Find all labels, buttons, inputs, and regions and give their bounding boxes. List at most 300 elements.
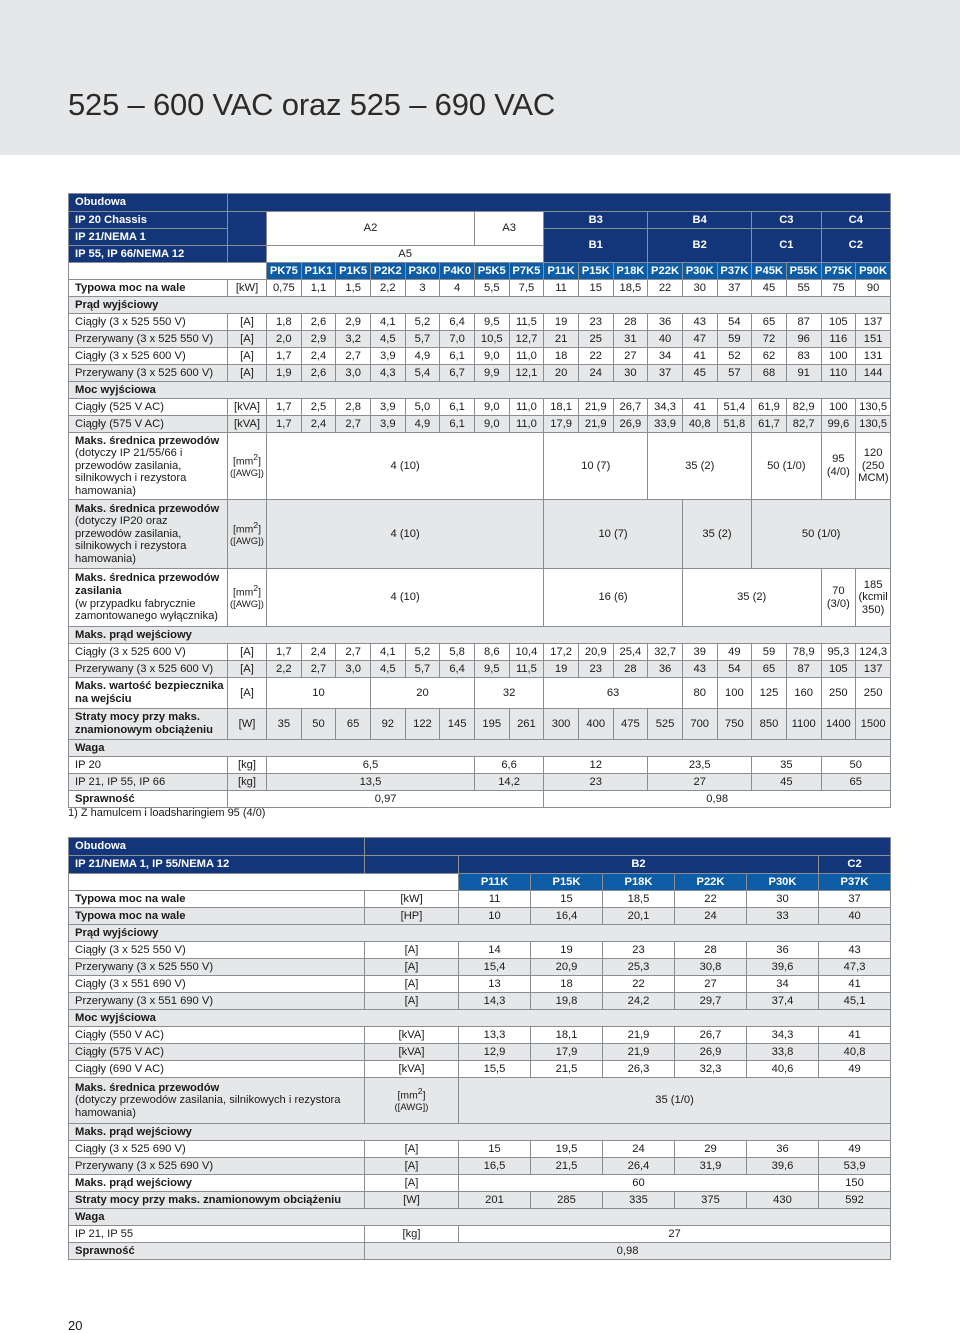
t1-wire1-v4: 50 (1/0) [752, 433, 821, 500]
t1-wire2-v4: 50 (1/0) [752, 500, 891, 569]
cell-value: 2,4 [301, 416, 336, 433]
cell-value: 11,0 [509, 348, 544, 365]
row-label: Ciągły (690 V AC) [69, 1061, 365, 1078]
t1-fuse-v: 20 [370, 678, 474, 709]
cell-value: 2,4 [301, 348, 336, 365]
t2-code: P22K [675, 874, 747, 891]
t1-w2-v: 23 [544, 774, 648, 791]
cell-value: 30,8 [675, 959, 747, 976]
t1-code: P22K [648, 263, 683, 280]
t1-fuse-v: 250 [856, 678, 891, 709]
cell-value: 34 [747, 976, 819, 993]
t1-code: P2K2 [370, 263, 405, 280]
cell-value: 137 [856, 661, 891, 678]
t1-code: P11K [544, 263, 579, 280]
t1-wire1-unit2: ] [258, 456, 261, 468]
cell-value: 21,9 [603, 1027, 675, 1044]
row-unit: [A] [228, 365, 267, 382]
cell-value: 33,9 [648, 416, 683, 433]
t1-row-input [69, 661, 891, 678]
cell-value: 3,9 [370, 348, 405, 365]
cell-value: 24,2 [603, 993, 675, 1010]
cell-value: 21 [544, 331, 579, 348]
cell-value: 4,3 [370, 365, 405, 382]
cell-value: 8,6 [474, 644, 509, 661]
cell-value: 95,3 [821, 644, 856, 661]
row-label: Ciągły (550 V AC) [69, 1027, 365, 1044]
cell-value: 23 [603, 942, 675, 959]
cell-value: 25 [578, 331, 613, 348]
t1-code: P90K [856, 263, 891, 280]
cell-value: 18,1 [544, 399, 579, 416]
t1-row-efficiency [69, 791, 891, 808]
t2-wire-unit [365, 1078, 459, 1124]
t2-fuse-v1: 60 [459, 1175, 819, 1192]
t1-row-current [69, 314, 891, 331]
t2-fuse-label: Maks. prąd wejściowy [69, 1175, 365, 1192]
row-unit: [A] [228, 348, 267, 365]
t1-wire3-desc: (w przypadku fabrycznie zamontowanego wyłącznika) [75, 597, 219, 623]
t2-frame-c2: C2 [819, 856, 891, 874]
t1-wire3-unit2: ] [258, 587, 261, 599]
cell-value: 57 [717, 365, 752, 382]
cell-value: 21,5 [531, 1158, 603, 1175]
t1-row-current [69, 331, 891, 348]
t2-row-power-kw [69, 891, 891, 908]
cell-value: 99,6 [821, 416, 856, 433]
t1-row-current [69, 365, 891, 382]
cell-value: 105 [821, 661, 856, 678]
t1-wire1-sup: 2 [253, 451, 259, 462]
t2-row-codes [69, 874, 891, 891]
row-label: Typowa moc na wale [69, 891, 365, 908]
cell-value: 1500 [856, 709, 891, 740]
t1-wire1-v6: 120 (250 MCM) [856, 433, 891, 500]
row-label: Ciągły (3 x 525 550 V) [69, 314, 228, 331]
row-unit: [A] [228, 661, 267, 678]
cell-value: 9,0 [474, 416, 509, 433]
t1-code: P75K [821, 263, 856, 280]
cell-value: 5,4 [405, 365, 440, 382]
cell-value: 144 [856, 365, 891, 382]
cell-value: 2,5 [301, 399, 336, 416]
t1-fuse-v: 125 [752, 678, 787, 709]
t1-w1-v: 23,5 [648, 757, 752, 774]
cell-value: 65 [336, 709, 371, 740]
t1-fuse-v: 80 [682, 678, 717, 709]
t1-fuse-v: 10 [267, 678, 371, 709]
cell-value: 285 [531, 1192, 603, 1209]
cell-value: 3 [405, 280, 440, 297]
t1-w2-v: 27 [648, 774, 752, 791]
row-unit: [A] [365, 959, 459, 976]
t1-section-title: Prąd wyjściowy [69, 297, 891, 314]
cell-value: 87 [786, 661, 821, 678]
t2-weight-value: 27 [459, 1226, 891, 1243]
t1-row-power-kw [69, 280, 891, 297]
cell-value: 11,0 [509, 416, 544, 433]
cell-value: 4,9 [405, 348, 440, 365]
t1-row-codes [69, 263, 891, 280]
t2-row-input [69, 1141, 891, 1158]
row-unit: [kW] [365, 891, 459, 908]
t2-wire-label [69, 1078, 365, 1124]
cell-value: 130,5 [856, 416, 891, 433]
t2-wire-desc: (dotyczy przewodów zasilania, silnikowych i rezystora hamowania) [75, 1094, 341, 1119]
cell-value: 10 [459, 908, 531, 925]
t2-wire-sup: 2 [417, 1086, 423, 1097]
cell-value: 30 [747, 891, 819, 908]
cell-value: 50 [301, 709, 336, 740]
cell-value: 1100 [786, 709, 821, 740]
cell-value: 11,0 [509, 399, 544, 416]
cell-value: 14,3 [459, 993, 531, 1010]
row-unit: [A] [365, 976, 459, 993]
cell-value: 110 [821, 365, 856, 382]
t2-wire-unit2: ] [422, 1090, 426, 1102]
t1-frame-a5: A5 [267, 246, 544, 263]
cell-value: 6,1 [440, 399, 475, 416]
cell-value: 25,4 [613, 644, 648, 661]
cell-value: 1,7 [267, 644, 302, 661]
cell-value: 2,9 [301, 331, 336, 348]
t1-wire1-unit3: ([AWG]) [230, 467, 264, 479]
cell-value: 850 [752, 709, 787, 740]
cell-value: 22 [578, 348, 613, 365]
cell-value: 18 [531, 976, 603, 993]
cell-value: 20 [544, 365, 579, 382]
cell-value: 6,4 [440, 661, 475, 678]
t1-wire2-v3: 35 (2) [682, 500, 751, 569]
t1-w2-v: 13,5 [267, 774, 475, 791]
row-unit: [kW] [228, 280, 267, 297]
cell-value: 0,75 [267, 280, 302, 297]
cell-value: 82,7 [786, 416, 821, 433]
cell-value: 61,9 [752, 399, 787, 416]
footnote: 1) Z hamulcem i loadsharingiem 95 (4/0) [68, 807, 266, 819]
cell-value: 2,7 [336, 348, 371, 365]
cell-value: 24 [578, 365, 613, 382]
cell-value: 11 [544, 280, 579, 297]
cell-value: 92 [370, 709, 405, 740]
cell-value: 15 [578, 280, 613, 297]
t1-eff-v2: 0,98 [544, 791, 891, 808]
t2-wire-unit3: ([AWG]) [394, 1102, 429, 1114]
t2-eff-value: 0,98 [365, 1243, 891, 1260]
t1-wire2-sup: 2 [253, 519, 259, 530]
cell-value: 40,6 [747, 1061, 819, 1078]
t1-row-weight-ip20 [69, 757, 891, 774]
cell-value: 36 [747, 942, 819, 959]
cell-value: 59 [717, 331, 752, 348]
t2-row-weight [69, 1226, 891, 1243]
t1-code: P7K5 [509, 263, 544, 280]
cell-value: 20,9 [531, 959, 603, 976]
t2-code: P11K [459, 874, 531, 891]
cell-value: 335 [603, 1192, 675, 1209]
cell-value: 525 [648, 709, 683, 740]
t1-frame-c3: C3 [752, 212, 821, 229]
row-label: Ciągły (3 x 525 600 V) [69, 644, 228, 661]
cell-value: 5,2 [405, 314, 440, 331]
cell-value: 45 [752, 280, 787, 297]
cell-value: 2,8 [336, 399, 371, 416]
cell-value: 10,4 [509, 644, 544, 661]
cell-value: 475 [613, 709, 648, 740]
row-label: Przerywany (3 x 525 550 V) [69, 959, 365, 976]
cell-value: 75 [821, 280, 856, 297]
t1-wire2-v2: 10 (7) [544, 500, 683, 569]
cell-value: 41 [682, 399, 717, 416]
cell-value: 100 [821, 348, 856, 365]
cell-value: 26,3 [603, 1061, 675, 1078]
t1-fuse-label: Maks. wartość bezpiecznika na wejściu [69, 678, 228, 709]
t2-fuse-unit: [A] [365, 1175, 459, 1192]
t1-wire1-label [69, 433, 228, 500]
cell-value: 28 [613, 314, 648, 331]
t1-code: PK75 [267, 263, 302, 280]
t1-wire3-v5: 185 (kcmil 350) [856, 569, 891, 627]
t1-wire1-desc: (dotyczy IP 21/55/66 i przewodów zasilania, silnikowych i rezystora hamowania) [75, 447, 187, 497]
t1-eff-v1: 0,97 [228, 791, 544, 808]
row-label: Ciągły (525 V AC) [69, 399, 228, 416]
cell-value: 16,4 [531, 908, 603, 925]
row-label: Ciągły (3 x 551 690 V) [69, 976, 365, 993]
cell-value: 40,8 [819, 1044, 891, 1061]
cell-value: 23 [578, 661, 613, 678]
row-unit: [A] [228, 644, 267, 661]
cell-value: 23 [578, 314, 613, 331]
t1-w1-unit: [kg] [228, 757, 267, 774]
t1-wire3-unit [228, 569, 267, 627]
cell-value: 28 [613, 661, 648, 678]
cell-value: 7,5 [509, 280, 544, 297]
t1-wire2-unit1: [mm [233, 524, 254, 536]
cell-value: 750 [717, 709, 752, 740]
cell-value: 5,7 [405, 331, 440, 348]
cell-value: 13,3 [459, 1027, 531, 1044]
cell-value: 2,9 [336, 314, 371, 331]
cell-value: 11,5 [509, 661, 544, 678]
cell-value: 47 [682, 331, 717, 348]
cell-value: 19,5 [531, 1141, 603, 1158]
row-unit: [kVA] [228, 399, 267, 416]
cell-value: 18,5 [603, 891, 675, 908]
t1-row-input [69, 644, 891, 661]
cell-value: 96 [786, 331, 821, 348]
cell-value: 122 [405, 709, 440, 740]
t2-code: P30K [747, 874, 819, 891]
cell-value: 31 [613, 331, 648, 348]
cell-value: 43 [819, 942, 891, 959]
t2-weight-label: IP 21, IP 55 [69, 1226, 365, 1243]
cell-value: 400 [578, 709, 613, 740]
t2-row-enclosure [69, 838, 891, 856]
page-number: 20 [68, 1318, 83, 1333]
cell-value: 3,0 [336, 365, 371, 382]
row-unit: [A] [365, 1141, 459, 1158]
cell-value: 15 [459, 1141, 531, 1158]
t1-frame-c4: C4 [821, 212, 891, 229]
cell-value: 151 [856, 331, 891, 348]
cell-value: 26,9 [613, 416, 648, 433]
t1-row-enclosure [69, 194, 891, 212]
cell-value: 24 [603, 1141, 675, 1158]
cell-value: 49 [819, 1061, 891, 1078]
cell-value: 137 [856, 314, 891, 331]
cell-value: 51,4 [717, 399, 752, 416]
cell-value: 55 [786, 280, 821, 297]
cell-value: 72 [752, 331, 787, 348]
cell-value: 201 [459, 1192, 531, 1209]
row-label: Straty mocy przy maks. znamionowym obciążeniu [69, 1192, 365, 1209]
cell-value: 700 [682, 709, 717, 740]
cell-value: 21,5 [531, 1061, 603, 1078]
cell-value: 35 [267, 709, 302, 740]
cell-value: 52 [717, 348, 752, 365]
cell-value: 9,5 [474, 661, 509, 678]
cell-value: 2,7 [336, 644, 371, 661]
cell-value: 32,3 [675, 1061, 747, 1078]
cell-value: 2,6 [301, 314, 336, 331]
cell-value: 82,9 [786, 399, 821, 416]
t2-section-title: Prąd wyjściowy [69, 925, 891, 942]
cell-value: 5,5 [474, 280, 509, 297]
cell-value: 59 [752, 644, 787, 661]
cell-value: 83 [786, 348, 821, 365]
t1-row-wire-ip20 [69, 500, 891, 569]
t1-wire1-v2: 10 (7) [544, 433, 648, 500]
cell-value: 31,9 [675, 1158, 747, 1175]
cell-value: 3,0 [336, 661, 371, 678]
t2-row-input [69, 1158, 891, 1175]
t2-row-current [69, 959, 891, 976]
t1-ip21-label: IP 21/NEMA 1 [69, 229, 228, 246]
cell-value: 29 [675, 1141, 747, 1158]
t1-frame-b2: B2 [648, 229, 752, 263]
cell-value: 78,9 [786, 644, 821, 661]
row-unit: [kVA] [365, 1027, 459, 1044]
cell-value: 105 [821, 314, 856, 331]
cell-value: 45,1 [819, 993, 891, 1010]
t1-row-current [69, 348, 891, 365]
cell-value: 1,9 [267, 365, 302, 382]
t1-w2-v: 45 [752, 774, 821, 791]
t2-row-ip [69, 856, 891, 874]
row-unit: [W] [365, 1192, 459, 1209]
t1-wire2-unit [228, 500, 267, 569]
t1-w2-label: IP 21, IP 55, IP 66 [69, 774, 228, 791]
row-unit: [W] [228, 709, 267, 740]
cell-value: 11 [459, 891, 531, 908]
cell-value: 1,1 [301, 280, 336, 297]
t2-ip-filler [365, 856, 459, 874]
cell-value: 100 [821, 399, 856, 416]
cell-value: 145 [440, 709, 475, 740]
t2-eff-label: Sprawność [69, 1243, 365, 1260]
cell-value: 40 [819, 908, 891, 925]
t1-ip55-label: IP 55, IP 66/NEMA 12 [69, 246, 228, 263]
cell-value: 22 [648, 280, 683, 297]
t1-fuse-v: 250 [821, 678, 856, 709]
cell-value: 4,5 [370, 331, 405, 348]
cell-value: 22 [603, 976, 675, 993]
cell-value: 12,9 [459, 1044, 531, 1061]
row-unit: [A] [228, 314, 267, 331]
cell-value: 16,5 [459, 1158, 531, 1175]
cell-value: 9,0 [474, 399, 509, 416]
cell-value: 65 [752, 314, 787, 331]
cell-value: 28 [675, 942, 747, 959]
cell-value: 27 [675, 976, 747, 993]
cell-value: 2,7 [301, 661, 336, 678]
t1-fuse-unit: [A] [228, 678, 267, 709]
t1-code: P5K5 [474, 263, 509, 280]
cell-value: 87 [786, 314, 821, 331]
page-title: 525 – 600 VAC oraz 525 – 690 VAC [68, 86, 556, 122]
cell-value: 53,9 [819, 1158, 891, 1175]
cell-value: 195 [474, 709, 509, 740]
cell-value: 25,3 [603, 959, 675, 976]
t1-frame-c1: C1 [752, 229, 821, 263]
t2-enclosure-filler [365, 838, 891, 856]
t1-wire3-unit3: ([AWG]) [230, 599, 264, 611]
cell-value: 68 [752, 365, 787, 382]
row-label: Przerywany (3 x 525 690 V) [69, 1158, 365, 1175]
cell-value: 49 [819, 1141, 891, 1158]
t2-row-current [69, 976, 891, 993]
cell-value: 12,1 [509, 365, 544, 382]
cell-value: 3,2 [336, 331, 371, 348]
t1-wire2-title: Maks. średnica przewodów [75, 502, 220, 515]
t2-row-kva [69, 1061, 891, 1078]
row-label: Ciągły (575 V AC) [69, 416, 228, 433]
cell-value: 2,4 [301, 644, 336, 661]
cell-value: 11,5 [509, 314, 544, 331]
row-label: Ciągły (575 V AC) [69, 1044, 365, 1061]
cell-value: 39,6 [747, 1158, 819, 1175]
t1-wire1-v3: 35 (2) [648, 433, 752, 500]
t1-wire3-title: Maks. średnica przewodów zasilania [75, 572, 220, 597]
t1-w1-v: 6,6 [474, 757, 543, 774]
cell-value: 33,8 [747, 1044, 819, 1061]
cell-value: 18,1 [531, 1027, 603, 1044]
cell-value: 300 [544, 709, 579, 740]
cell-value: 4,5 [370, 661, 405, 678]
t2-enclosure-label: Obudowa [69, 838, 365, 856]
t2-section-weight [69, 1209, 891, 1226]
cell-value: 2,7 [336, 416, 371, 433]
cell-value: 45 [682, 365, 717, 382]
row-label: Typowa moc na wale [69, 908, 365, 925]
t1-frame-b3: B3 [544, 212, 648, 229]
row-label: Przerywany (3 x 525 550 V) [69, 331, 228, 348]
cell-value: 4,9 [405, 416, 440, 433]
t1-row-fuse [69, 678, 891, 709]
t2-section-output-current [69, 925, 891, 942]
t2-row-fuse [69, 1175, 891, 1192]
cell-value: 375 [675, 1192, 747, 1209]
t1-wire1-unit1: [mm [233, 456, 254, 468]
cell-value: 54 [717, 314, 752, 331]
cell-value: 6,1 [440, 416, 475, 433]
cell-value: 22 [675, 891, 747, 908]
row-label: Typowa moc na wale [69, 280, 228, 297]
cell-value: 24 [675, 908, 747, 925]
t2-wire-unit1: [mm [397, 1090, 418, 1102]
header-band [0, 0, 960, 155]
t2-row-kva [69, 1044, 891, 1061]
